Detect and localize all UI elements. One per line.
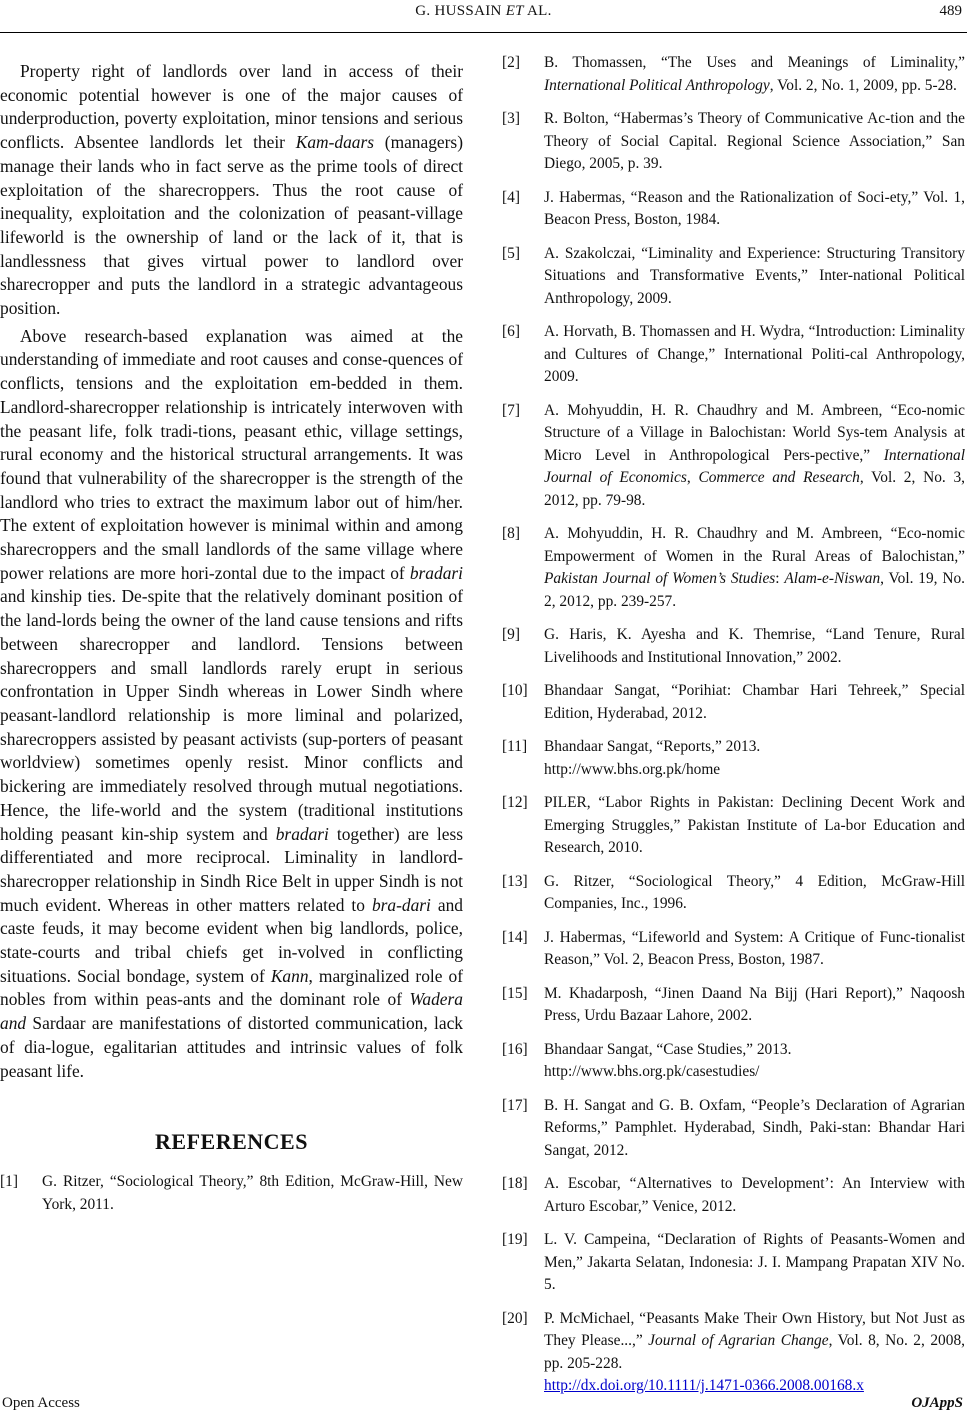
text-run: B. H. Sangat and G. B. Oxfam, “People’s Declaration of Agrarian Reforms,” Pamphlet. Hyderabad, Sindh, Paki-stan: Bhandar Hari Sangat, 2012. [544, 1096, 965, 1159]
reference-number: [5] [502, 244, 520, 262]
text-run: R. Bolton, “Habermas’s Theory of Communicative Ac-tion and the Theory of Social Capital. Regional Science Association,” San Diego, 2005, p. 39. [544, 110, 965, 172]
reference-text [544, 927, 965, 972]
reference-item [502, 983, 965, 1028]
text-run: A. Mohyuddin, H. R. Chaudhry and M. Ambreen, “Eco-nomic Structure of a Village in Balochistan: World Sys-tem Analysis at Micro Level in Anthropological Pers-pective,” [544, 401, 965, 464]
reference-number: [11] [502, 738, 528, 755]
text-run: G. Ritzer, “Sociological Theory,” 4 Edition, McGraw-Hill Companies, Inc., 1996. [544, 872, 965, 912]
references-list-right [502, 52, 965, 1398]
reference-item [502, 1229, 965, 1297]
text-run: and kinship ties. De-spite that the relatively dominant position of the land-lords being the owner of the land cause tensions and rifts between sharecropper and landlord. Tensions between sharecroppers and small landlords rarely erupt in serious confrontation in Upper Sindh whereas in Lower Sindh where peasant-landlord relationship is more liminal and polarized, sharecroppers assisted by peasant activists (sup-porters of peasant worldview) sometimes openly resist. Minor conflicts and bickering are immediately resolved through mutual negotiations. Hence, the life-world and the system (traditional institutions holding peasant kin-ship system and [0, 586, 463, 844]
text-run: G. Haris, K. Ayesha and K. Themrise, “Land Tenure, Rural Livelihoods and Institutional Innovation,” 2002. [544, 626, 965, 666]
text-run: Bhandaar Sangat, “Reports,” 2013. [544, 738, 761, 755]
reference-text [544, 1173, 965, 1218]
text-run: A. Mohyuddin, H. R. Chaudhry and M. Ambreen, “Eco-nomic Empowerment of Women in the Rural Areas of Balochistan,” [544, 525, 965, 565]
reference-number: [20] [502, 1309, 528, 1327]
reference-item [502, 108, 965, 176]
page-number: 489 [939, 3, 962, 19]
reference-number: [6] [502, 323, 520, 340]
reference-number: [14] [502, 928, 528, 946]
running-head [0, 3, 967, 20]
text-run: Above research-based explanation was aimed at the understanding of immediate and root causes and conse-quences of conflicts, tensions and the exploitation em-bedded in them. Landlord-sharecropper relationship is intricately interwoven with the peasant life, folk tradi-tions, peasant ethic, village settings, rural economy and the historical structural arrangements. It was found that vulnerability of the sharecropper is the strength of the landlord who tries to extract the maximum labor out of him/her. The extent of exploitation however is minimal within and among sharecroppers and the small landlords of the same village where power relations are more hori-zontal due to the impact of [0, 325, 463, 583]
reference-text [544, 983, 965, 1028]
italic-text: bradari [275, 823, 329, 844]
text-run: Bhandaar Sangat, “Case Studies,” 2013. [544, 1040, 792, 1058]
italic-text: International Political Anthropology [544, 76, 770, 94]
text-run: G. Ritzer, “Sociological Theory,” 8th Edition, McGraw-Hill, New York, 2011. [42, 1173, 463, 1213]
text-run: Property right of landlords over land in access of their economic potential however is one of the major causes of underproduction, poverty exploitation, minor tensions and serious conflicts. Absentee landlords let their [0, 61, 463, 153]
italic-text: bradari [409, 562, 463, 583]
text-run: , marginalized role of nobles from within peas-ants and the dominant role of [0, 965, 464, 1010]
running-header [0, 0, 967, 30]
text-run: A. Szakolczai, “Liminality and Experience: Structuring Transitory Situations and Transformative Events,” Inter-national Political Anthropology, 2009. [544, 244, 965, 307]
text-run: and caste feuds, it may become evident when big landlords, police, state-courts and tribal chiefs get in-volved in conflicting situations. Social bondage, system of [0, 894, 463, 986]
text-run: B. Thomassen, “The Uses and Meanings of Liminality,” [544, 54, 965, 71]
reference-text [544, 187, 965, 232]
right-column [502, 52, 965, 1409]
reference-number: [15] [502, 984, 528, 1002]
reference-text [544, 108, 965, 176]
text-run: PILER, “Labor Rights in Pakistan: Declining Decent Work and Emerging Struggles,” Pakistan Institute of La-bor Education and Research, 2010. [544, 794, 965, 856]
reference-text [544, 871, 965, 916]
reference-item [502, 1308, 965, 1398]
reference-url: http://www.bhs.org.pk/home [544, 760, 721, 778]
text-run: J. Habermas, “Reason and the Rationalization of Soci-ety,” Vol. 1, Beacon Press, Boston, 1984. [544, 188, 965, 228]
reference-text [544, 1308, 965, 1398]
reference-item [502, 1039, 965, 1084]
italic-text: Pakistan Journal of Women’s Studies [544, 570, 776, 587]
text-run: , [686, 469, 699, 486]
text-run: M. Khadarposh, “Jinen Daand Na Bijj (Hari Report),” Naqoosh Press, Urdu Bazaar Lahore, 2002. [544, 984, 965, 1024]
reference-url[interactable]: http://dx.doi.org/10.1111/j.1471-0366.2008.00168.x [544, 1377, 864, 1394]
reference-item [502, 736, 965, 781]
reference-item [502, 871, 965, 916]
reference-number: [13] [502, 872, 528, 890]
header-rule [0, 32, 967, 33]
reference-text [544, 400, 965, 513]
text-run: : [775, 570, 785, 587]
reference-text [544, 52, 965, 97]
text-run: , Vol. 8, No. 2, 2008, pp. 205-228. [544, 1332, 965, 1372]
footer-journal: OJAppS [911, 1395, 963, 1411]
reference-number: [12] [502, 794, 528, 811]
text-run: A. Escobar, “Alternatives to Development’: An Interview with Arturo Escobar,” Venice, 2012. [544, 1175, 965, 1215]
reference-number: [7] [502, 401, 520, 419]
reference-text [544, 1095, 965, 1163]
reference-item [502, 792, 965, 860]
text-run: together) are less differentiated and more reciprocal. Liminality in landlord-sharecropper relationship in Sindh Rice Belt in upper Sindh is not much evident. Whereas in other matters related to [0, 823, 463, 915]
reference-item [502, 624, 965, 669]
text-run: , Vol. 2, No. 1, 2009, pp. 5-28. [769, 76, 957, 94]
reference-number: [10] [502, 682, 528, 699]
reference-item [502, 927, 965, 972]
italic-text: Commerce and Research [698, 469, 860, 486]
running-head-et: ET [505, 3, 524, 19]
text-run: A. Horvath, B. Thomassen and H. Wydra, “Introduction: Liminality and Cultures of Change,” International Politi-cal Anthropology, 2009. [544, 323, 965, 385]
reference-number: [2] [502, 54, 520, 71]
reference-text [544, 321, 965, 389]
left-column [0, 60, 463, 1227]
text-run: P. McMichael, “Peasants Make Their Own History, but Not Just as They Please...,” [544, 1309, 965, 1349]
italic-text: Alam-e-Niswan [784, 570, 881, 587]
reference-item [502, 187, 965, 232]
text-run: Sardaar are manifestations of distorted communication, lack of dia-logue, egalitarian attitudes and intrinsic values of folk peasant life. [0, 1013, 463, 1081]
body-paragraph-1 [0, 60, 463, 321]
reference-text [544, 736, 965, 781]
references-heading: REFERENCES [155, 1129, 308, 1155]
text-run: Bhandaar Sangat, “Porihiat: Chambar Hari Tehreek,” Special Edition, Hyderabad, 2012. [544, 682, 965, 722]
italic-text: Journal of Agrarian Change [648, 1332, 829, 1349]
body-paragraph-2 [0, 325, 463, 1084]
reference-text [544, 680, 965, 725]
italic-text: Kam-daars [295, 132, 375, 153]
reference-number: [8] [502, 525, 520, 542]
italic-text: Wadera and [0, 989, 463, 1034]
italic-text: International Journal of Economics [544, 446, 965, 486]
text-run: L. V. Campeina, “Declaration of Rights of Peasants-Women and Men,” Jakarta Selatan, Indonesia: J. I. Mampang Prapatan XIV No. 5. [544, 1231, 965, 1293]
reference-item [502, 1173, 965, 1218]
italic-text: bra-dari [371, 894, 431, 915]
running-head-al: AL. [527, 3, 552, 19]
reference-text [42, 1171, 463, 1216]
reference-item [502, 400, 965, 513]
running-head-author: G. HUSSAIN [415, 3, 502, 19]
reference-item [502, 52, 965, 97]
reference-item [502, 523, 965, 613]
reference-item [502, 243, 965, 311]
reference-text [544, 1229, 965, 1297]
reference-number: [1] [0, 1173, 18, 1191]
reference-text [544, 1039, 965, 1084]
text-run: , Vol. 2, No. 3, 2012, pp. 79-98. [544, 469, 966, 509]
reference-number: [16] [502, 1040, 528, 1058]
text-run: J. Habermas, “Lifeworld and System: A Critique of Func-tionalist Reason,” Vol. 2, Beacon Press, Boston, 1987. [544, 928, 965, 968]
references-list-left [0, 1171, 463, 1216]
reference-number: [17] [502, 1096, 528, 1114]
reference-text [544, 624, 965, 669]
text-run: (managers) manage their lands who in fact serve as the prime tools of direct exploitation of the sharecroppers. Thus the root cause of inequality, exploitation and the colonization of peasant-village lifeworld is the ownership of land or the lack of it, that is landlessness that gives virtual power to landlord over sharecropper and puts the landlord in a strategic advantageous position. [0, 132, 463, 319]
text-run: , Vol. 19, No. 2, 2012, pp. 239-257. [544, 570, 966, 610]
reference-text [544, 792, 965, 860]
reference-text [544, 523, 965, 613]
reference-item [0, 1171, 463, 1216]
reference-item [502, 680, 965, 725]
reference-number: [9] [502, 626, 520, 643]
reference-number: [19] [502, 1231, 528, 1248]
reference-number: [3] [502, 110, 520, 127]
reference-item [502, 321, 965, 389]
reference-number: [4] [502, 188, 520, 206]
reference-text [544, 243, 965, 311]
footer-open-access: Open Access [2, 1395, 80, 1411]
reference-url: http://www.bhs.org.pk/casestudies/ [544, 1063, 760, 1080]
italic-text: Kann [270, 965, 309, 986]
reference-item [502, 1095, 965, 1163]
reference-number: [18] [502, 1175, 528, 1192]
